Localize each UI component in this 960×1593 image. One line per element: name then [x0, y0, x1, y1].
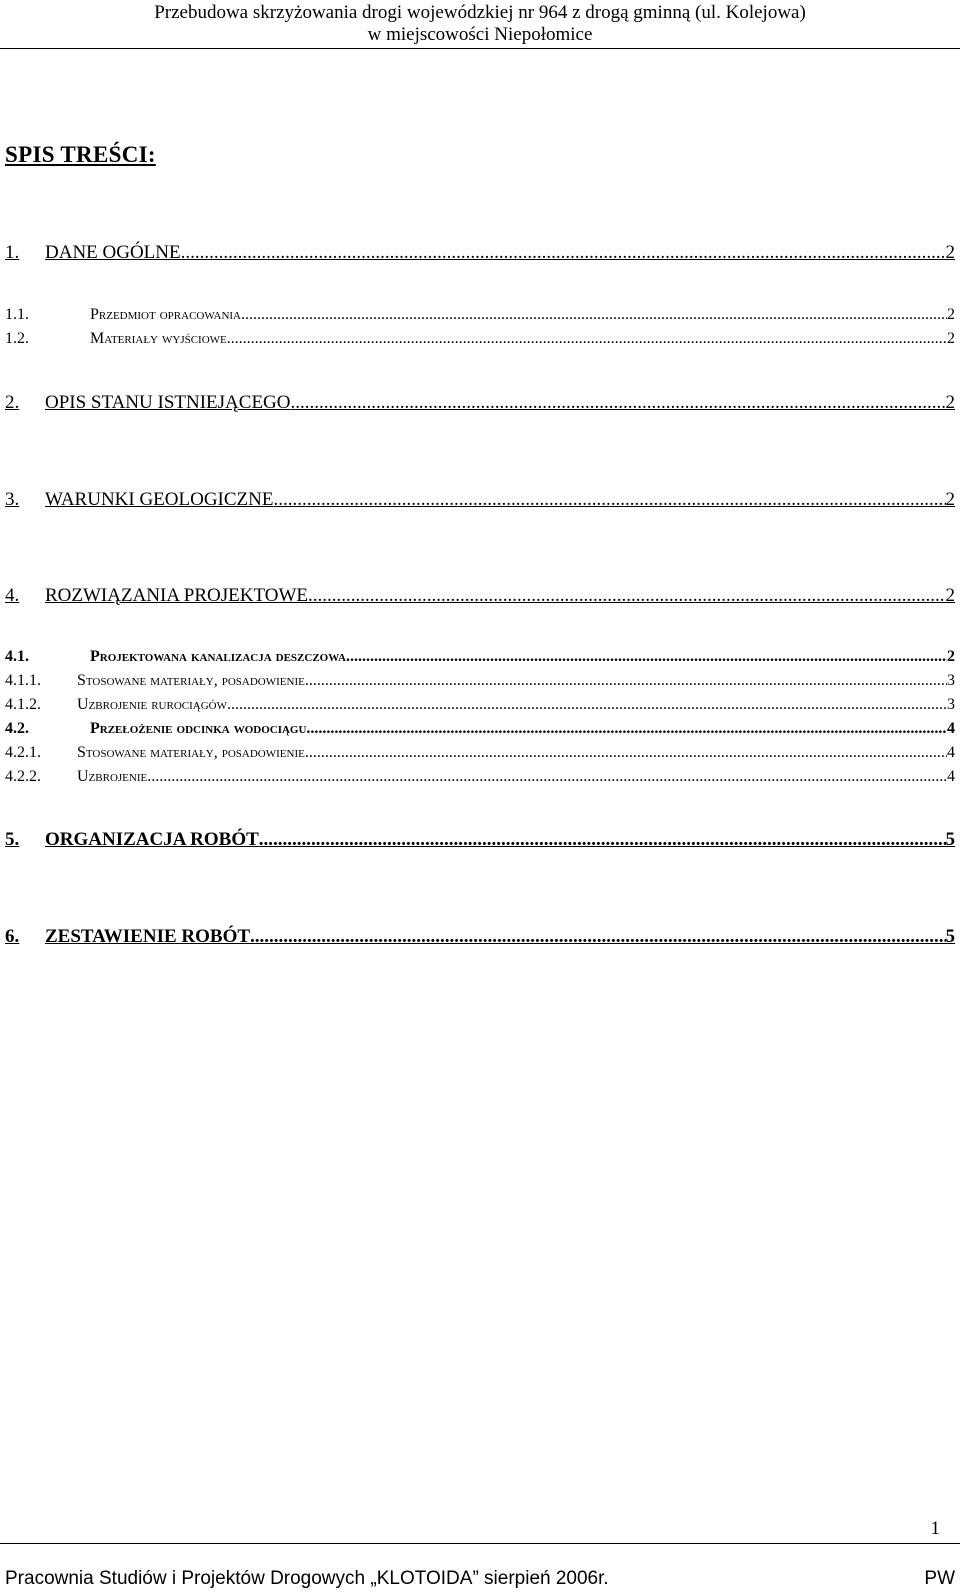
page-footer — [5, 1568, 955, 1590]
toc-entry-1-1[interactable]: 1.1. Przedmiot opracowania. ..... 2 — [5, 305, 955, 325]
toc-entry-1[interactable]: 1. DANE OGÓLNE. ..... 2 — [5, 242, 955, 264]
page-header — [0, 0, 960, 49]
footer-company: Pracownia Studiów i Projektów Drogowych „KLOTOIDA” sierpień 2006r. — [5, 1568, 609, 1589]
toc-entry-4-1-1[interactable]: 4.1.1. Stosowane materiały, posadowienie ..... 3 — [5, 671, 955, 691]
toc-entry-6[interactable]: 6. ZESTAWIENIE ROBÓT ..... 5 — [5, 926, 955, 948]
toc-entry-5[interactable]: 5. ORGANIZACJA ROBÓT ..... 5 — [5, 829, 955, 851]
footer-divider — [0, 1543, 960, 1544]
toc-entry-4-1-2[interactable]: 4.1.2. Uzbrojenie rurociągów ..... 3 — [5, 695, 955, 715]
header-title-line-1: Przebudowa skrzyżowania drogi wojewódzkiej nr 964 z drogą gminną (ul. Kolejowa) — [154, 2, 806, 23]
toc-entry-4-2-1[interactable]: 4.2.1. Stosowane materiały, posadowienie ..... 4 — [5, 743, 955, 763]
toc-entry-4[interactable]: 4. ROZWIĄZANIA PROJEKTOWE ..... 2 — [5, 585, 955, 607]
page-number: 1 — [930, 1518, 940, 1539]
toc-entry-2[interactable]: 2. OPIS STANU ISTNIEJĄCEGO ..... 2 — [5, 392, 955, 414]
header-title-line-2: w miejscowości Niepołomice — [367, 24, 593, 45]
toc-entry-4-1[interactable]: 4.1. Projektowana kanalizacja deszczowa ..... 2 — [5, 647, 955, 667]
toc-entry-4-2[interactable]: 4.2. Przełożenie odcinka wodociągu. ..... 4 — [5, 719, 955, 739]
footer-initials: PW — [924, 1568, 955, 1589]
toc-entry-3[interactable]: 3. WARUNKI GEOLOGICZNE ..... 2 — [5, 489, 955, 511]
toc-entry-1-2[interactable]: 1.2. Materiały wyjściowe. ..... 2 — [5, 329, 955, 349]
toc-entry-4-2-2[interactable]: 4.2.2. Uzbrojenie ..... 4 — [5, 767, 955, 787]
toc-title: SPIS TREŚCI: — [5, 142, 156, 167]
